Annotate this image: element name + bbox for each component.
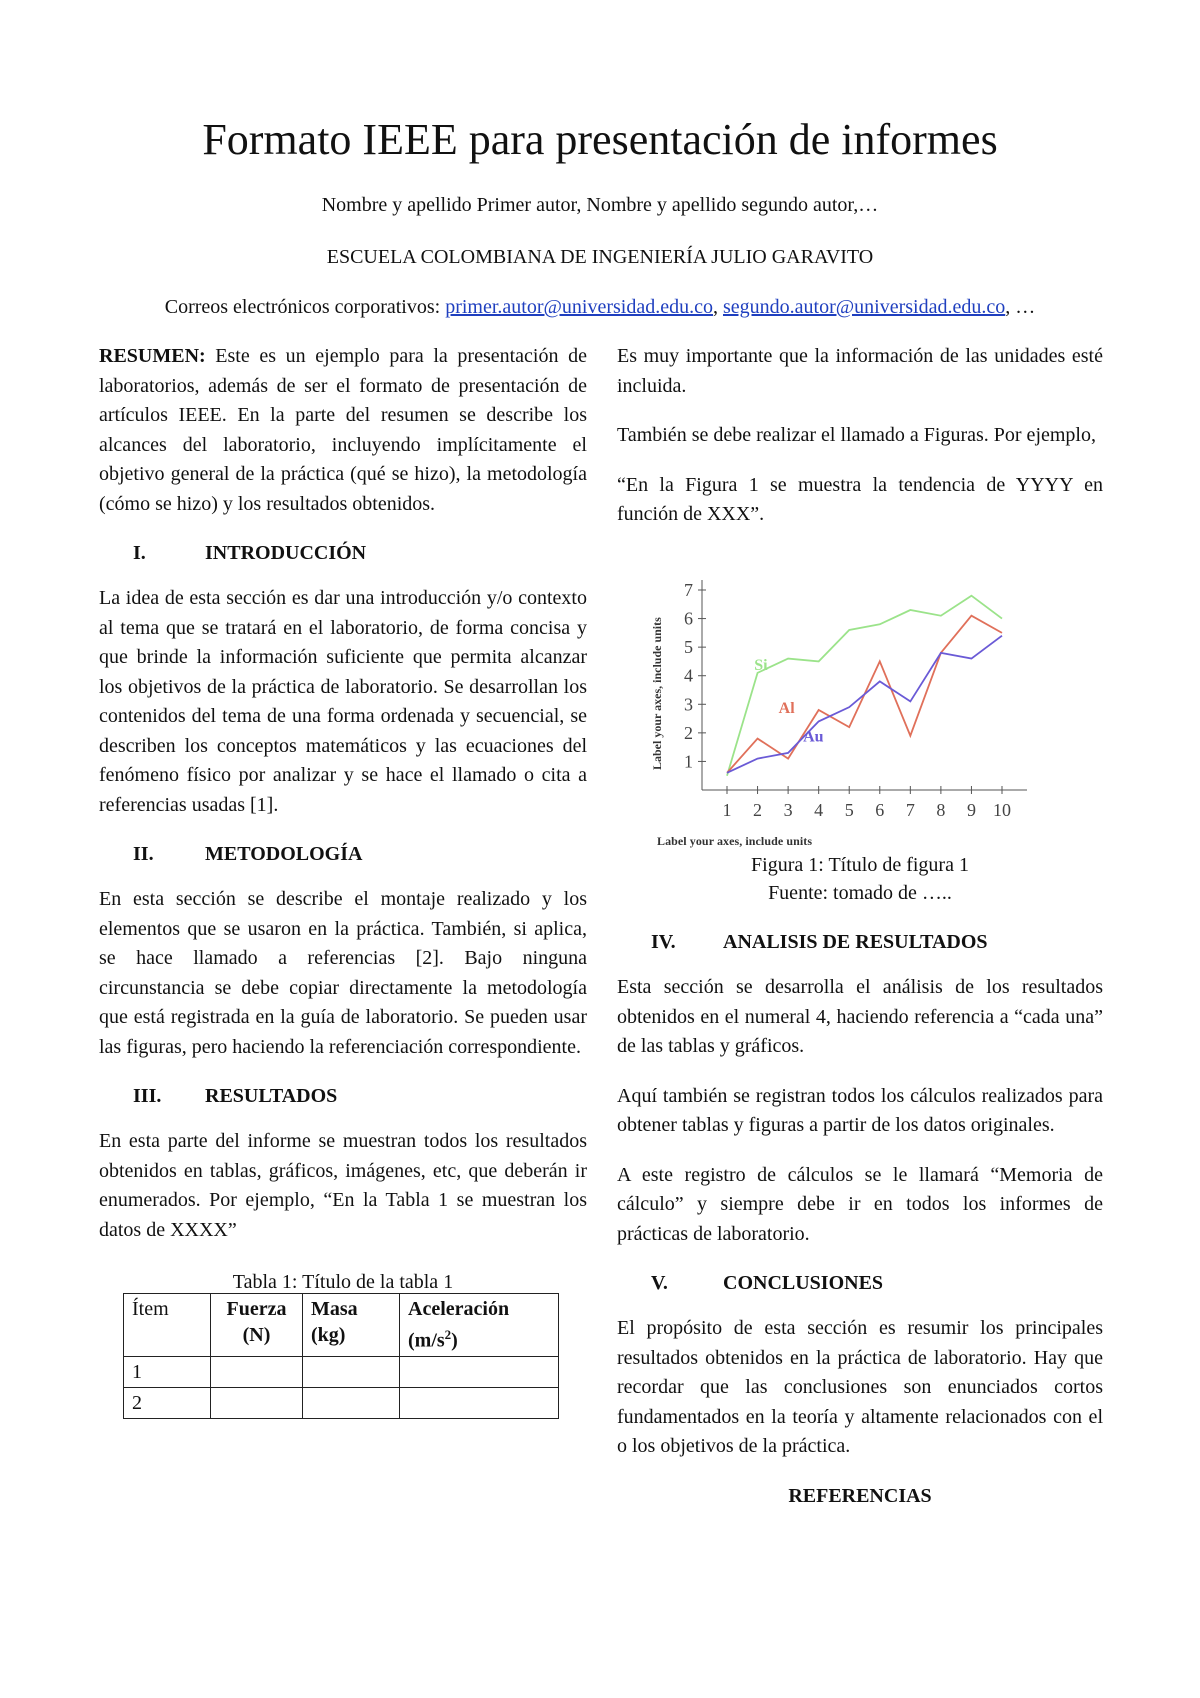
section-heading-conclusions: V. CONCLUSIONES xyxy=(651,1272,884,1294)
figure-1 xyxy=(617,575,1037,850)
section-heading-analysis: IV. ANALISIS DE RESULTADOS xyxy=(651,931,988,953)
table-caption: Tabla 1: Título de la tabla 1 xyxy=(232,1271,454,1293)
chart-x-tick-label: 6 xyxy=(875,800,885,820)
right-column-bottom xyxy=(617,928,1103,1511)
table-header-acceleration: Aceleración $(m/s^2)$ xyxy=(400,1294,559,1357)
chart-ylabel: Label your axes, include units xyxy=(650,617,664,770)
abstract-text: Este es un ejemplo para la presentación de laboratorios, además de ser el formato de presentación de artículos IEEE. En la parte del resumen se describe los alcances del laboratorio, incluyendo implícitamente el objetivo general de la práctica (qué se hizo), la metodología (cómo se hizo) y los resultados obtenidos. xyxy=(99,345,587,515)
results-table xyxy=(123,1293,559,1419)
analysis-paragraph-1: Esta sección se desarrolla el análisis de los resultados obtenidos en el numeral 4, haciendo referencia a “cada una” de las tablas y gráficos. xyxy=(617,976,1103,1057)
table-header-row xyxy=(124,1294,559,1357)
email-link-primary[interactable]: primer.autor@universidad.edu.co xyxy=(445,296,713,318)
institution-line: ESCUELA COLOMBIANA DE INGENIERÍA JULIO GARAVITO xyxy=(326,246,874,268)
section-heading-method: II. METODOLOGÍA xyxy=(133,843,363,865)
table-row xyxy=(124,1387,559,1418)
intro-paragraph: La idea de esta sección es dar una introducción y/o contexto al tema que se tratará en el laboratorio, de forma concisa y que brinde la información suficiente que permita alcanzar los objetivos de la práctica de laboratorio. Se desarrollan los contenidos del tema de una forma ordenada y secuencial, se describen los conceptos matemáticos y las ecuaciones del fenómeno físico por analizar y se hace el llamado o cita a referencias usadas [1]. xyxy=(99,587,587,816)
abstract-label: RESUMEN: xyxy=(99,345,206,367)
chart-y-tick-label: 4 xyxy=(684,665,693,686)
email-link-secondary[interactable]: segundo.autor@universidad.edu.co xyxy=(723,296,1006,318)
chart-x-tick-label: 4 xyxy=(814,800,824,820)
results-paragraph: En esta parte del informe se muestran todos los resultados obtenidos en tablas, gráficos, imágenes, etc, que deberán ir enumerados. Por ejemplo, “En la Tabla 1 se muestran los datos de XXXX” xyxy=(99,1130,587,1241)
emails-label: Correos electrónicos corporativos: xyxy=(164,296,446,318)
analysis-paragraph-2: Aquí también se registran todos los cálculos realizados para obtener tablas y figuras a partir de los datos originales. xyxy=(617,1084,1103,1136)
chart-x-tick-label: 1 xyxy=(722,800,732,820)
chart-x-tick-label: 5 xyxy=(844,800,854,820)
chart-y-tick-label: 7 xyxy=(684,580,693,600)
chart-xlabel: Label your axes, include units xyxy=(657,834,812,848)
chart-y-tick-label: 3 xyxy=(684,694,693,715)
emails-line xyxy=(0,296,1200,319)
chart-x-tick-label: 8 xyxy=(936,800,946,820)
chart-y-tick-label: 6 xyxy=(684,608,693,629)
figure-1-chart xyxy=(617,575,1037,850)
units-paragraph: Es muy importante que la información de las unidades esté incluida. xyxy=(617,345,1103,397)
chart-series-label-al: Al xyxy=(778,699,795,717)
chart-x-tick-label: 3 xyxy=(783,800,793,820)
table-header-force: Fuerza (N) xyxy=(211,1294,303,1357)
figure-caption: Figura 1: Título de figura 1 xyxy=(751,854,969,876)
analysis-paragraph-3: A este registro de cálculos se le llamará “Memoria de cálculo” y siempre debe ir en todos los informes de prácticas de laboratorio. xyxy=(617,1163,1103,1245)
figure-example-paragraph: “En la Figura 1 se muestra la tendencia de YYYY en función de XXX”. xyxy=(617,473,1103,525)
chart-x-tick-label: 9 xyxy=(966,800,976,820)
table-row xyxy=(124,1356,559,1387)
table-header-mass: Masa (kg) xyxy=(303,1294,400,1357)
chart-series-label-si: Si xyxy=(754,657,768,674)
chart-series-line-au xyxy=(727,636,1002,773)
chart-series-label-au: Au xyxy=(803,728,824,746)
left-column xyxy=(99,342,587,1419)
figure-source: Fuente: tomado de ….. xyxy=(768,882,952,904)
section-heading-intro: I. INTRODUCCIÓN xyxy=(133,542,367,564)
chart-y-tick-label: 2 xyxy=(684,722,693,743)
email-separator: , xyxy=(713,296,723,318)
chart-y-tick-label: 5 xyxy=(684,637,693,658)
chart-x-tick-label: 10 xyxy=(993,800,1011,820)
authors-line: Nombre y apellido Primer autor, Nombre y apellido segundo autor,… xyxy=(321,194,879,216)
figures-call-paragraph: También se debe realizar el llamado a Figuras. Por ejemplo, xyxy=(617,424,1096,446)
email-tail: , … xyxy=(1005,296,1036,318)
page-title: Formato IEEE para presentación de informes xyxy=(202,115,998,164)
chart-x-tick-label: 7 xyxy=(905,800,915,820)
references-heading: REFERENCIAS xyxy=(788,1484,932,1507)
chart-x-tick-label: 2 xyxy=(753,800,763,820)
section-heading-results: III. RESULTADOS xyxy=(133,1085,338,1107)
abstract-paragraph xyxy=(99,342,587,519)
conclusions-paragraph: El propósito de esta sección es resumir los principales resultados obtenidos en la práctica de laboratorio. Hay que recordar que las conclusiones son enunciados cortos fundamentados en la teoría y altamente relacionados con el o los objetivos de la práctica. xyxy=(617,1317,1103,1457)
chart-y-tick-label: 1 xyxy=(684,751,693,772)
chart-series-line-si xyxy=(727,596,1002,776)
right-column-top xyxy=(617,342,1103,550)
table-header-item: Ítem xyxy=(124,1294,211,1357)
table-cell-item: 2 xyxy=(124,1387,211,1418)
table-cell-item: 1 xyxy=(124,1356,211,1387)
method-paragraph: En esta sección se describe el montaje realizado y los elementos que se usaron en la práctica. También, si aplica, se hace llamado a referencias [2]. Bajo ninguna circunstancia se debe copiar directamente la metodología que está registrada en la guía de laboratorio. Se pueden usar las figuras, pero haciendo la referenciación correspondiente. xyxy=(99,888,587,1058)
